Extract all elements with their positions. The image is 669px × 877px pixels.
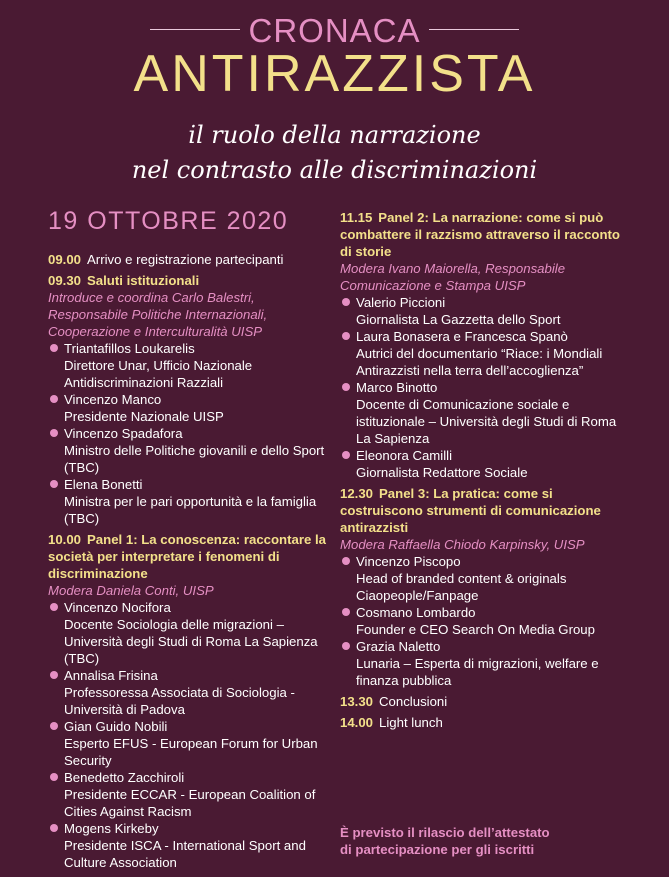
bullet-icon [50,480,58,488]
speaker-item [340,604,625,638]
speaker-item [340,638,625,689]
entry-title: Light lunch [379,715,443,730]
program-entry [340,485,625,689]
bullet-icon [342,451,350,459]
speaker-list [340,553,625,689]
event-date: 19 OTTOBRE 2020 [48,207,289,235]
speaker-item [48,425,333,476]
entry-title: Arrivo e registrazione partecipanti [87,252,284,267]
speaker-role: Presidente ISCA - International Sport and Culture Association [64,838,306,870]
speaker-list [340,294,625,481]
program-entry [48,272,333,527]
bullet-icon [50,344,58,352]
subtitle-line-1: il ruolo della narrazione [188,121,481,149]
header [0,0,669,205]
program-right-column [340,209,625,735]
speaker-item [48,391,333,425]
speaker-role: Docente di Comunicazione sociale e istituzionale – Università degli Studi di Roma La Sapienza [356,397,617,446]
bullet-icon [50,824,58,832]
speaker-name: Elena Bonetti [64,477,143,492]
speaker-item [340,379,625,447]
bullet-icon [342,557,350,565]
speaker-item [340,328,625,379]
speaker-name: Vincenzo Manco [64,392,162,407]
entry-moderator: Modera Daniela Conti, UISP [48,583,214,598]
speaker-role: Autrici del documentario “Riace: i Mondiali Antirazzisti nella terra dell’accoglienza” [356,346,603,378]
speaker-role: Docente Sociologia delle migrazioni – Università degli Studi di Roma La Sapienza (TBC) [64,617,318,666]
speaker-role: Lunaria – Esperta di migrazioni, welfare e finanza pubblica [356,656,599,688]
bullet-icon [342,298,350,306]
speaker-name: Vincenzo Nocifora [64,600,171,615]
bullet-icon [50,671,58,679]
bullet-icon [342,332,350,340]
entry-moderator: Introduce e coordina Carlo Balestri, Responsabile Politiche Internazionali, Cooperazione e Interculturalità UISP [48,290,268,339]
speaker-item [48,820,333,871]
bullet-icon [50,429,58,437]
entry-time: 14.00 [340,715,374,730]
speaker-name: Vincenzo Piscopo [356,554,461,569]
speaker-name: Laura Bonasera e Francesca Spanò [356,329,568,344]
bullet-icon [50,773,58,781]
program-entry [340,209,625,481]
notice-line-1: È previsto il rilascio dell’attestato [340,825,550,840]
program-left-column [48,251,333,875]
main-title: ANTIRAZZISTA [133,45,536,103]
entry-title: Panel 1: La conoscenza: raccontare la società per interpretare i fenomeni di discriminazione [48,532,326,581]
speaker-item [48,718,333,769]
speaker-name: Valerio Piccioni [356,295,446,310]
speaker-item [48,667,333,718]
speaker-name: Gian Guido Nobili [64,719,168,734]
entry-title: Saluti istituzionali [87,273,200,288]
speaker-item [48,340,333,391]
speaker-role: Giornalista Redattore Sociale [356,465,528,480]
speaker-name: Annalisa Frisina [64,668,158,683]
speaker-name: Cosmano Lombardo [356,605,476,620]
speaker-role: Presidente ECCAR - European Coalition of Cities Against Racism [64,787,316,819]
speaker-item [340,553,625,604]
speaker-item [48,476,333,527]
program-entry [340,693,625,710]
entry-time: 09.30 [48,273,82,288]
entry-moderator: Modera Raffaella Chiodo Karpinsky, UISP [340,537,585,552]
speaker-role: Founder e CEO Search On Media Group [356,622,595,637]
speaker-name: Mogens Kirkeby [64,821,159,836]
speaker-role: Professoressa Associata di Sociologia - Università di Padova [64,685,295,717]
subtitle-line-2: nel contrasto alle discriminazioni [131,156,538,184]
entry-time: 13.30 [340,694,374,709]
kicker-rule-right [429,29,519,30]
speaker-list [48,599,333,871]
bullet-icon [342,608,350,616]
speaker-name: Grazia Naletto [356,639,441,654]
speaker-item [340,294,625,328]
entry-time: 11.15 [340,210,373,225]
entry-time: 12.30 [340,486,374,501]
speaker-name: Eleonora Camilli [356,448,453,463]
speaker-item [48,769,333,820]
notice-line-2: di partecipazione per gli iscritti [340,842,535,857]
program-entry [340,714,625,731]
speaker-role: Head of branded content & originals Ciaopeople/Fanpage [356,571,567,603]
bullet-icon [50,603,58,611]
speaker-role: Giornalista La Gazzetta dello Sport [356,312,561,327]
speaker-item [340,447,625,481]
speaker-item [48,599,333,667]
entry-moderator: Modera Ivano Maiorella, Responsabile Comunicazione e Stampa UISP [340,261,566,293]
kicker-row [0,8,669,48]
bullet-icon [342,642,350,650]
kicker-title: CRONACA [248,12,421,49]
speaker-name: Triantafillos Loukarelis [64,341,195,356]
bullet-icon [50,395,58,403]
entry-time: 10.00 [48,532,82,547]
speaker-role: Direttore Unar, Ufficio Nazionale Antidiscriminazioni Razziali [64,358,253,390]
entry-time: 09.00 [48,252,82,267]
speaker-role: Ministra per le pari opportunità e la famiglia (TBC) [64,494,317,526]
speaker-role: Presidente Nazionale UISP [64,409,224,424]
bullet-icon [342,383,350,391]
entry-title: Conclusioni [379,694,448,709]
speaker-list [48,340,333,527]
entry-title: Panel 3: La pratica: come si costruiscono strumenti di comunicazione antirazzisti [340,486,601,535]
speaker-name: Vincenzo Spadafora [64,426,183,441]
program-entry [48,251,333,268]
speaker-role: Esperto EFUS - European Forum for Urban Security [64,736,318,768]
bullet-icon [50,722,58,730]
speaker-name: Marco Binotto [356,380,438,395]
speaker-role: Ministro delle Politiche giovanili e dello Sport (TBC) [64,443,325,475]
program-entry [48,531,333,871]
speaker-name: Benedetto Zacchiroli [64,770,185,785]
entry-title: Panel 2: La narrazione: come si può combattere il razzismo attraverso il racconto di storie [340,210,620,259]
certificate-notice [340,824,640,858]
